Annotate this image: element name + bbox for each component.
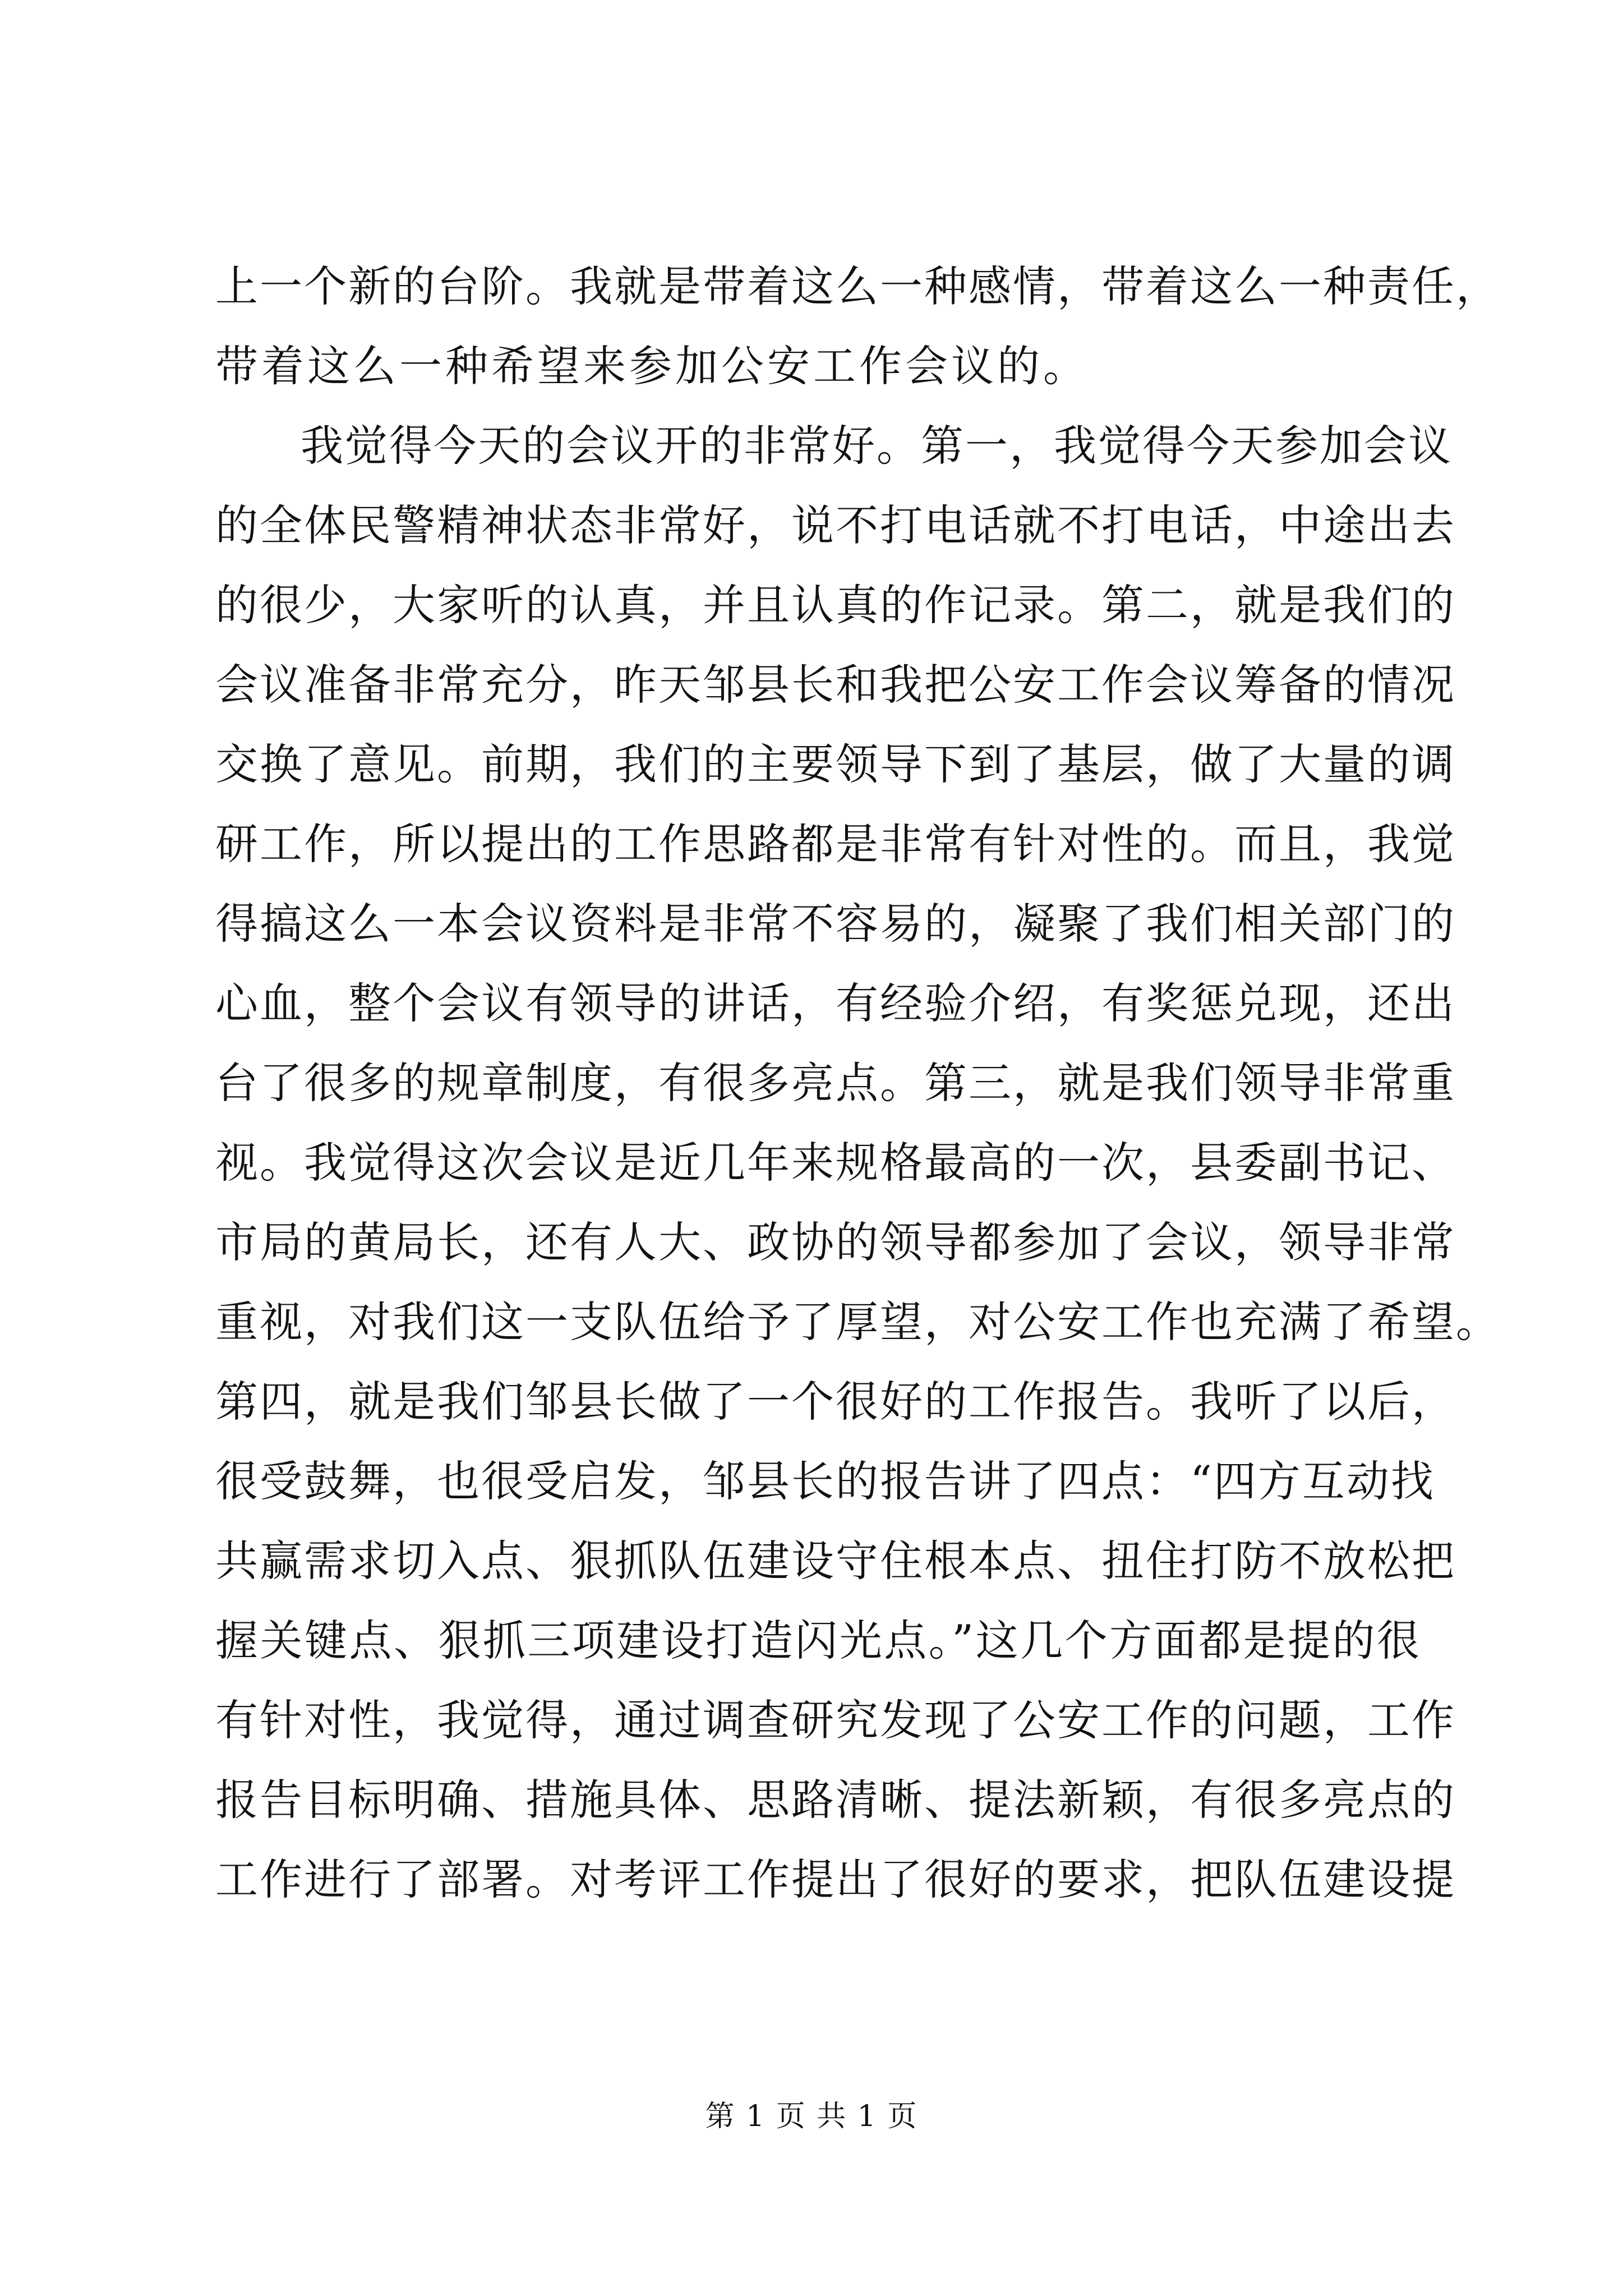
text-line: 报告目标明确、措施具体、思路清晰、提法新颖，有很多亮点的 — [215, 1775, 1456, 1825]
text-line: 很受鼓舞，也很受启发，邹县长的报告讲了四点：“四方互动找 — [215, 1456, 1435, 1506]
text-line: 心血，整个会议有领导的讲话，有经验介绍，有奖惩兑现，还出 — [215, 978, 1456, 1028]
text-line: 重视，对我们这一支队伍给予了厚望，对公安工作也充满了希望。 — [215, 1297, 1500, 1347]
text-line: 带着这么一种希望来参加公安工作会议的。 — [215, 341, 1089, 391]
text-line: 工作进行了部署。对考评工作提出了很好的要求，把队伍建设提 — [215, 1855, 1456, 1904]
text-line: 交换了意见。前期，我们的主要领导下到了基层，做了大量的调 — [215, 739, 1456, 789]
text-line: 共赢需求切入点、狠抓队伍建设守住根本点、扭住打防不放松把 — [215, 1536, 1456, 1586]
text-line: 会议准备非常充分，昨天邹县长和我把公安工作会议筹备的情况 — [215, 660, 1456, 710]
text-line: 的全体民警精神状态非常好，说不打电话就不打电话，中途出去 — [215, 500, 1456, 550]
text-line: 得搞这么一本会议资料是非常不容易的，凝聚了我们相关部门的 — [215, 899, 1456, 949]
page-number-label: 第 1 页 共 1 页 — [705, 2100, 918, 2133]
text-line: 握关键点、狠抓三项建设打造闪光点。”这几个方面都是提的很 — [215, 1616, 1421, 1665]
text-line: 第四，就是我们邹县长做了一个很好的工作报告。我听了以后， — [215, 1377, 1456, 1427]
text-line: 台了很多的规章制度，有很多亮点。第三，就是我们领导非常重 — [215, 1058, 1456, 1108]
document-body — [215, 247, 1500, 1920]
text-line: 我觉得今天的会议开的非常好。第一，我觉得今天参加会议 — [301, 421, 1453, 471]
page-footer — [0, 2097, 1623, 2136]
text-line: 市局的黄局长，还有人大、政协的领导都参加了会议，领导非常 — [215, 1217, 1456, 1267]
text-line: 上一个新的台阶。我就是带着这么一种感情，带着这么一种责任， — [215, 261, 1500, 311]
text-line: 视。我觉得这次会议是近几年来规格最高的一次，县委副书记、 — [215, 1138, 1456, 1188]
text-line: 的很少，大家听的认真，并且认真的作记录。第二，就是我们的 — [215, 580, 1456, 630]
text-line: 有针对性，我觉得，通过调查研究发现了公安工作的问题，工作 — [215, 1695, 1456, 1745]
text-line: 研工作，所以提出的工作思路都是非常有针对性的。而且，我觉 — [215, 819, 1456, 869]
